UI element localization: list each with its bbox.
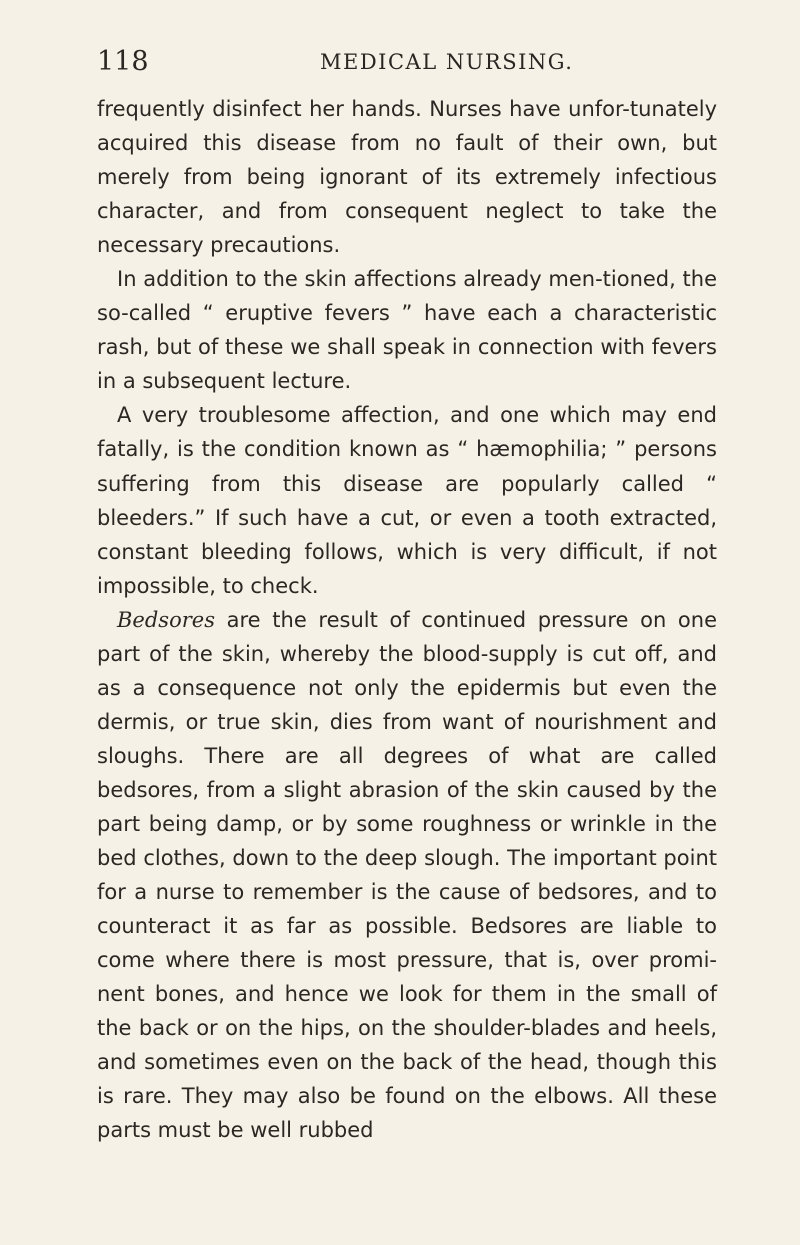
paragraph-4 [97, 603, 717, 1148]
paragraph-2: In addition to the skin affections already men-tioned, the so-called “ eruptive fevers ” have each a characteristic rash, but of these we shall speak in connection with fevers in a subsequent lecture. [97, 267, 717, 394]
page-number: 118 [97, 46, 149, 77]
paragraph-3: A very troublesome affection, and one which may end fatally, is the condition known as “ hæmophilia; ” persons suffering from this disease are popularly called “ bleeders.” If such have a cut, or even a tooth extracted, constant bleeding follows, which is very difficult, if not impossible, to check. [97, 403, 717, 598]
paragraph-4-text: are the result of continued pressure on one part of the skin, whereby the blood-supply is cut off, and as a consequence not only the epidermis but even the dermis, or true skin, dies from want of nourishment and sloughs. There are all degrees of what are called bedsores, from a slight abrasion of the skin caused by the part being damp, or by some roughness or wrinkle in the bed clothes, down to the deep slough. The important point for a nurse to remember is the cause of bedsores, and to counteract it as far as possible. Bedsores are liable to come where there is most pressure, that is, over promi-nent bones, and hence we look for them in the small of the back or on the hips, on the shoulder-blades and heels, and sometimes even on the back of the head, though this is rare. They may also be found on the elbows. All these parts must be well rubbed [97, 607, 717, 1143]
bedsores-term: Bedsores [117, 607, 215, 632]
running-head: MEDICAL NURSING. [320, 50, 574, 74]
body-text [97, 92, 717, 1147]
page-header [97, 46, 727, 78]
paragraph-1: frequently disinfect her hands. Nurses have unfor-tunately acquired this disease from no fault of their own, but merely from being ignorant of its extremely infectious character, and from consequent neglect to take the necessary precautions. [97, 97, 717, 258]
